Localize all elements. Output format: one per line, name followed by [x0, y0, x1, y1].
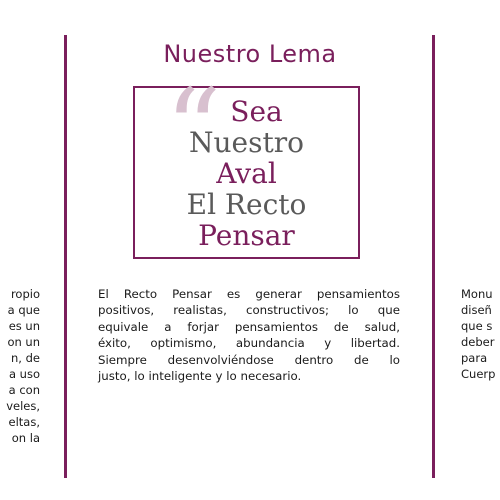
motto-line: El Recto [186, 188, 307, 221]
left-fragment: on un [7, 335, 40, 349]
body-line: éxito, optimismo, abundancia y libertad. [98, 336, 400, 351]
left-fragment: on la [11, 431, 40, 445]
left-fragment: veles, [6, 399, 40, 413]
right-fragment: diseñ [461, 303, 492, 317]
right-fragment: Monu [461, 287, 493, 301]
divider-right [432, 35, 435, 478]
body-line: justo, lo inteligente y lo necesario. [98, 369, 302, 384]
motto-box [133, 65, 360, 259]
body-line: equivale a forjar pensamientos de salud, [98, 319, 400, 334]
left-fragment: a uso [8, 367, 40, 381]
right-fragment: deber [461, 335, 495, 349]
left-fragment: a con [8, 383, 40, 397]
right-column-text [461, 286, 500, 382]
right-fragment: que s [461, 319, 493, 333]
motto-line: Sea [230, 95, 283, 128]
divider-left [64, 35, 67, 478]
quote-mark-icon: “ [165, 65, 222, 193]
body-line: Siempre desenvolviéndose dentro de lo [98, 352, 400, 367]
left-fragment: ropio [10, 287, 40, 301]
left-fragment: a que [7, 303, 40, 317]
body-line: positivos, realistas, constructivos; lo que [98, 303, 400, 318]
motto-line: Nuestro [189, 126, 304, 159]
right-fragment: Cuerp [461, 367, 496, 381]
motto-description [98, 286, 400, 384]
section-title: Nuestro Lema [163, 40, 337, 68]
right-fragment: para [461, 351, 488, 365]
motto-text [135, 96, 358, 251]
motto-line: Pensar [198, 219, 295, 252]
body-line: El Recto Pensar es generar pensamientos [98, 287, 400, 301]
left-fragment: eltas, [8, 415, 40, 429]
left-fragment: n, de [11, 351, 40, 365]
motto-line: Aval [216, 157, 277, 190]
left-fragment: es un [8, 319, 40, 333]
left-column-text [0, 286, 40, 446]
